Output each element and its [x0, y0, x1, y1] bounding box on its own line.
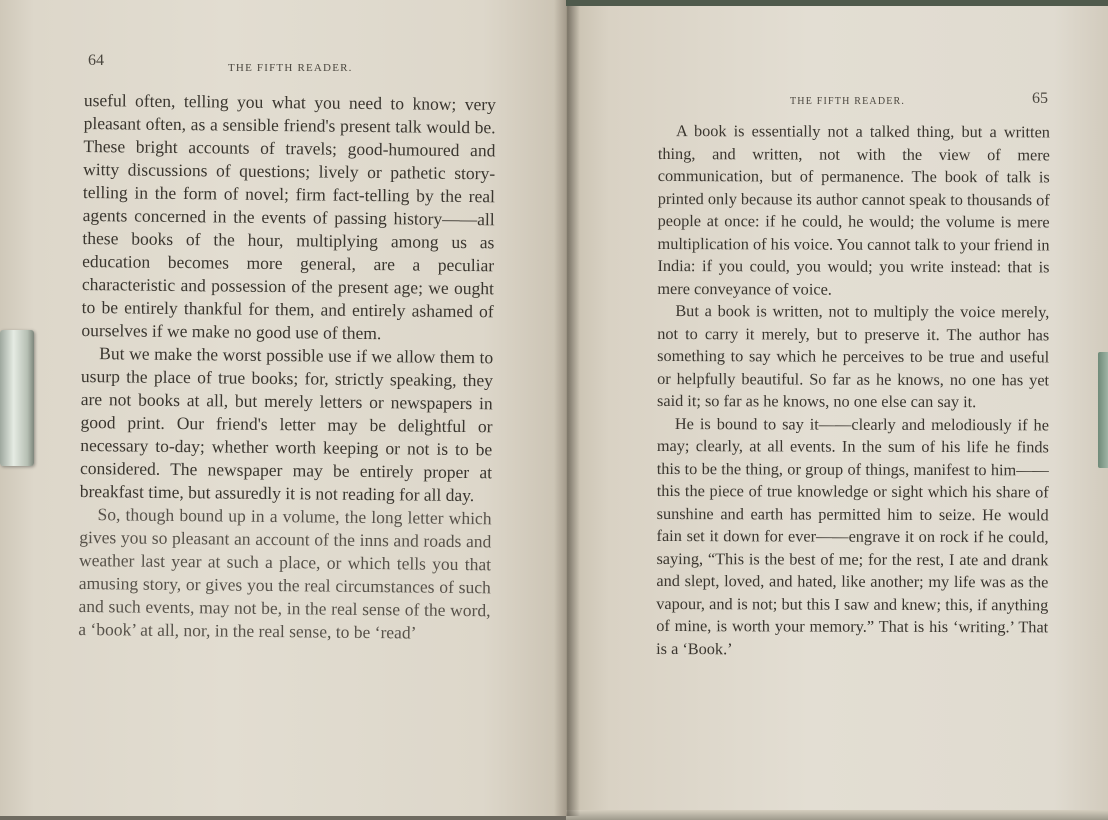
paragraph: But a book is written, not to multiply the voice merely, not to carry it merely, but to preserve it. The author has something to say which he perceives to be true and useful or helpfully beautiful. So far as he knows, no one has yet said it; so far as he knows, no one else can say it.: [656, 301, 1050, 412]
paragraph: He is bound to say it——clearly and melodiously if he may; clearly, at all events. In the sum of his life he finds this to be the thing, or group of things, manifest to him——this the piece of true knowledge or sight which his share of sunshine and earth has permitted him to seize. He would fain set it down for ever——engrave it on rock if he could, saying, “This is the best of me; for the rest, I ate and drank and slept, loved, and hated, like another; my life was as the vapour, and is not; but this I saw and knew; this, if anything of mine, is worth your memory.” That is his ‘writing.’ That is a ‘Book.’: [656, 413, 1049, 658]
right-page-text: [656, 120, 1050, 661]
page-number-right: 65: [1032, 90, 1048, 107]
running-head-left: THE FIFTH READER.: [228, 62, 353, 74]
paragraph: useful often, telling you what you need to know; very pleasant often, as a sensible friend's present talk would be. These bright accounts of travels; good-humoured and witty discussions of questions; lively or pathetic story-telling in the form of novel; firm fact-telling by the real agents concerned in the events of passing history——all these books of the hour, multiplying among us as education becomes more general, are a peculiar characteristic and possession of the present age; we ought to be entirely thankful for them, and entirely ashamed of ourselves if we make no good use of them.: [81, 89, 496, 344]
page-number-left: 64: [88, 52, 104, 69]
running-head-right: THE FIFTH READER.: [790, 96, 906, 107]
paragraph: So, though bound up in a volume, the long letter which gives you so pleasant an account of the inns and roads and weather last year at such a place, or which tells you that amusing story, or gives you the real circumstances of such and such events, may not be, in the real sense of the word, a ‘book’ at all, nor, in the real sense, to be ‘read’: [78, 504, 492, 643]
paragraph: A book is essentially not a talked thing, but a written thing, and written, not with the view of mere communication, but of permanence. The book of talk is printed only because its author cannot speak to thousands of people at once: if he could, he would; the volume is mere multiplication of his voice. You cannot talk to your friend in India: if you could, you would; you write instead: that is mere conveyance of voice.: [657, 121, 1050, 299]
left-page-text: [78, 89, 496, 645]
cover-edge: [566, 0, 1108, 6]
left-page-clip: [0, 330, 34, 466]
paragraph: But we make the worst possible use if we allow them to usurp the place of true books; for, strictly speaking, they are not books at all, but merely letters or newspapers in good print. Our friend's letter may be delightful or necessary to-day; whether worth keeping or not is to be considered. The newspaper may be entirely proper at breakfast time, but assuredly it is not reading for all day.: [79, 343, 494, 506]
book-gutter: [554, 0, 580, 816]
right-page-clip: [1098, 352, 1108, 468]
